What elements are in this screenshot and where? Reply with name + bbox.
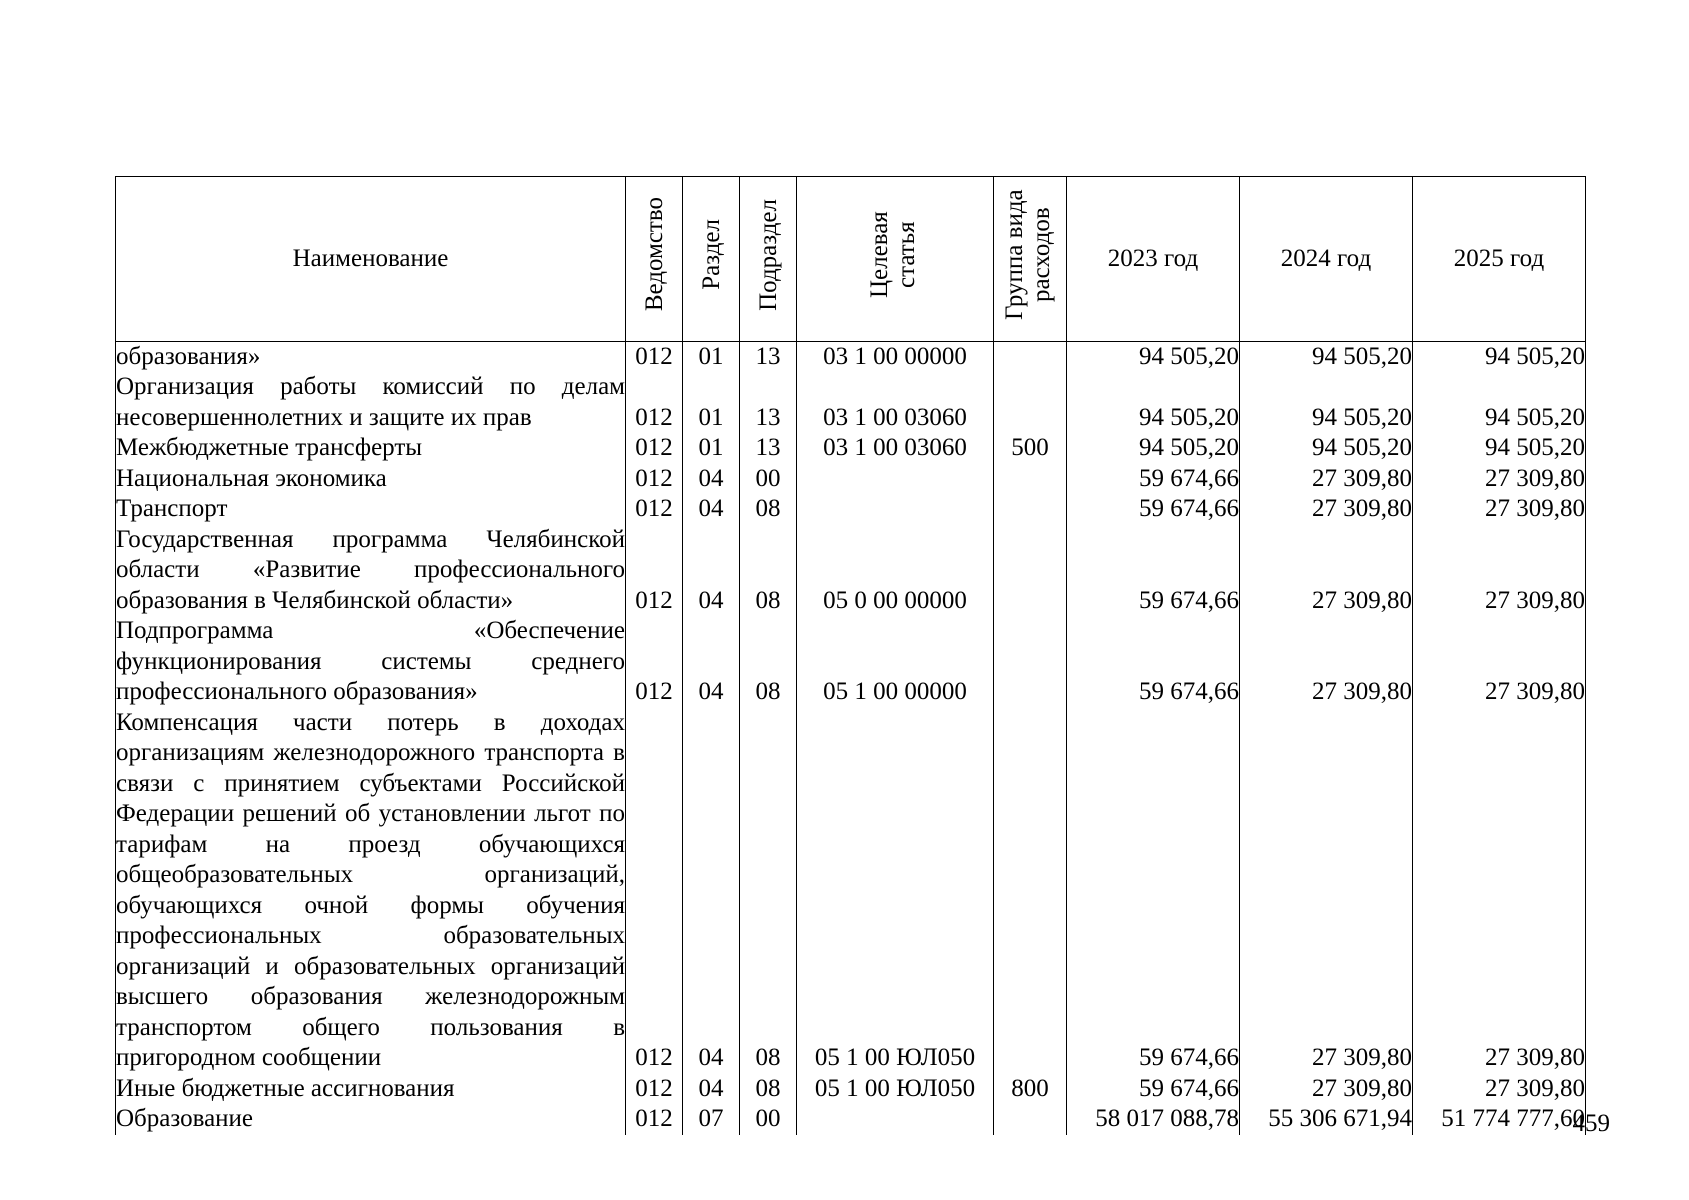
- cell-department: 012: [626, 525, 683, 617]
- cell-subsection: 08: [740, 1074, 797, 1105]
- cell-section: 07: [683, 1104, 740, 1135]
- cell-subsection: 13: [740, 433, 797, 464]
- cell-section: 04: [683, 1074, 740, 1105]
- cell-2024: 27 309,80: [1240, 708, 1413, 1074]
- cell-2025: 27 309,80: [1413, 616, 1586, 708]
- table-header: [116, 177, 1586, 342]
- cell-2023: 59 674,66: [1067, 494, 1240, 525]
- header-2025: 2025 год: [1413, 177, 1586, 342]
- cell-name: Компенсация части потерь в доходах организациям железнодорожного транспорта в связи с принятием субъектами Российской Федерации решений об установлении льгот по тарифам на проезд обучающихся общеобразовательных организаций, обучающихся очной формы обучения профессиональных образовательных организаций и образовательных организаций высшего образования железнодорожным транспортом общего пользования в пригородном сообщении: [116, 708, 626, 1074]
- cell-department: 012: [626, 494, 683, 525]
- cell-section: 01: [683, 341, 740, 372]
- cell-name: Подпрограмма «Обеспечение функционирования системы среднего профессионального образования»: [116, 616, 626, 708]
- cell-department: 012: [626, 1104, 683, 1135]
- cell-expense-group: [994, 464, 1067, 495]
- page-number: 459: [1572, 1110, 1610, 1137]
- cell-department: 012: [626, 464, 683, 495]
- cell-name: Иные бюджетные ассигнования: [116, 1074, 626, 1105]
- cell-subsection: 08: [740, 525, 797, 617]
- cell-department: 012: [626, 1074, 683, 1105]
- cell-2025: 27 309,80: [1413, 1074, 1586, 1105]
- header-section: Раздел: [683, 177, 740, 342]
- cell-expense-group: [994, 372, 1067, 433]
- cell-section: 04: [683, 616, 740, 708]
- cell-expense-group: [994, 616, 1067, 708]
- cell-department: 012: [626, 341, 683, 372]
- cell-name: Образование: [116, 1104, 626, 1135]
- header-2023: 2023 год: [1067, 177, 1240, 342]
- cell-subsection: 00: [740, 464, 797, 495]
- budget-table: [115, 176, 1586, 1135]
- cell-2023: 58 017 088,78: [1067, 1104, 1240, 1135]
- budget-table-container: [115, 176, 1586, 1135]
- cell-2023: 59 674,66: [1067, 1074, 1240, 1105]
- cell-subsection: 08: [740, 616, 797, 708]
- table-row: [116, 433, 1586, 464]
- table-row: [116, 525, 1586, 617]
- cell-subsection: 13: [740, 372, 797, 433]
- cell-expense-group: 800: [994, 1074, 1067, 1105]
- cell-target-article: 03 1 00 03060: [797, 372, 994, 433]
- cell-2024: 55 306 671,94: [1240, 1104, 1413, 1135]
- cell-2025: 27 309,80: [1413, 525, 1586, 617]
- cell-2023: 94 505,20: [1067, 341, 1240, 372]
- cell-2025: 51 774 777,60: [1413, 1104, 1586, 1135]
- header-department: Ведомство: [626, 177, 683, 342]
- cell-2023: 94 505,20: [1067, 433, 1240, 464]
- cell-2025: 27 309,80: [1413, 494, 1586, 525]
- cell-2024: 27 309,80: [1240, 616, 1413, 708]
- cell-expense-group: [994, 708, 1067, 1074]
- cell-2024: 94 505,20: [1240, 433, 1413, 464]
- cell-target-article: 03 1 00 00000: [797, 341, 994, 372]
- table-body: [116, 341, 1586, 1135]
- cell-section: 04: [683, 708, 740, 1074]
- cell-name: образования»: [116, 341, 626, 372]
- cell-expense-group: [994, 341, 1067, 372]
- cell-target-article: [797, 494, 994, 525]
- table-row: [116, 1104, 1586, 1135]
- cell-2025: 94 505,20: [1413, 372, 1586, 433]
- cell-target-article: 05 1 00 ЮЛ050: [797, 1074, 994, 1105]
- cell-name: Государственная программа Челябинской области «Развитие профессионального образования в Челябинской области»: [116, 525, 626, 617]
- cell-section: 01: [683, 372, 740, 433]
- table-row: [116, 494, 1586, 525]
- cell-2025: 27 309,80: [1413, 708, 1586, 1074]
- cell-section: 01: [683, 433, 740, 464]
- table-row: [116, 372, 1586, 433]
- table-row: [116, 1074, 1586, 1105]
- cell-2025: 94 505,20: [1413, 341, 1586, 372]
- cell-subsection: 08: [740, 708, 797, 1074]
- cell-target-article: 05 0 00 00000: [797, 525, 994, 617]
- cell-target-article: [797, 464, 994, 495]
- cell-expense-group: [994, 1104, 1067, 1135]
- cell-2025: 27 309,80: [1413, 464, 1586, 495]
- table-row: [116, 464, 1586, 495]
- cell-2023: 59 674,66: [1067, 525, 1240, 617]
- header-expense-group: Группа вида расходов: [994, 177, 1067, 342]
- cell-expense-group: 500: [994, 433, 1067, 464]
- cell-subsection: 08: [740, 494, 797, 525]
- cell-target-article: [797, 1104, 994, 1135]
- cell-2024: 27 309,80: [1240, 1074, 1413, 1105]
- cell-2024: 94 505,20: [1240, 341, 1413, 372]
- cell-2023: 59 674,66: [1067, 464, 1240, 495]
- cell-expense-group: [994, 494, 1067, 525]
- cell-department: 012: [626, 708, 683, 1074]
- cell-name: Национальная экономика: [116, 464, 626, 495]
- header-target-article: Целевая статья: [797, 177, 994, 342]
- header-subsection: Подраздел: [740, 177, 797, 342]
- cell-2024: 27 309,80: [1240, 464, 1413, 495]
- cell-2023: 94 505,20: [1067, 372, 1240, 433]
- cell-subsection: 13: [740, 341, 797, 372]
- cell-subsection: 00: [740, 1104, 797, 1135]
- cell-section: 04: [683, 525, 740, 617]
- cell-2024: 27 309,80: [1240, 525, 1413, 617]
- cell-department: 012: [626, 372, 683, 433]
- cell-name: Транспорт: [116, 494, 626, 525]
- cell-2025: 94 505,20: [1413, 433, 1586, 464]
- cell-name: Организация работы комиссий по делам несовершеннолетних и защите их прав: [116, 372, 626, 433]
- cell-2023: 59 674,66: [1067, 708, 1240, 1074]
- cell-expense-group: [994, 525, 1067, 617]
- cell-target-article: 05 1 00 00000: [797, 616, 994, 708]
- cell-target-article: 03 1 00 03060: [797, 433, 994, 464]
- table-row: [116, 341, 1586, 372]
- cell-target-article: 05 1 00 ЮЛ050: [797, 708, 994, 1074]
- table-row: [116, 616, 1586, 708]
- cell-name: Межбюджетные трансферты: [116, 433, 626, 464]
- cell-department: 012: [626, 433, 683, 464]
- cell-department: 012: [626, 616, 683, 708]
- cell-2024: 94 505,20: [1240, 372, 1413, 433]
- cell-2023: 59 674,66: [1067, 616, 1240, 708]
- table-row: [116, 708, 1586, 1074]
- cell-2024: 27 309,80: [1240, 494, 1413, 525]
- header-2024: 2024 год: [1240, 177, 1413, 342]
- cell-section: 04: [683, 464, 740, 495]
- cell-section: 04: [683, 494, 740, 525]
- header-name: Наименование: [116, 177, 626, 342]
